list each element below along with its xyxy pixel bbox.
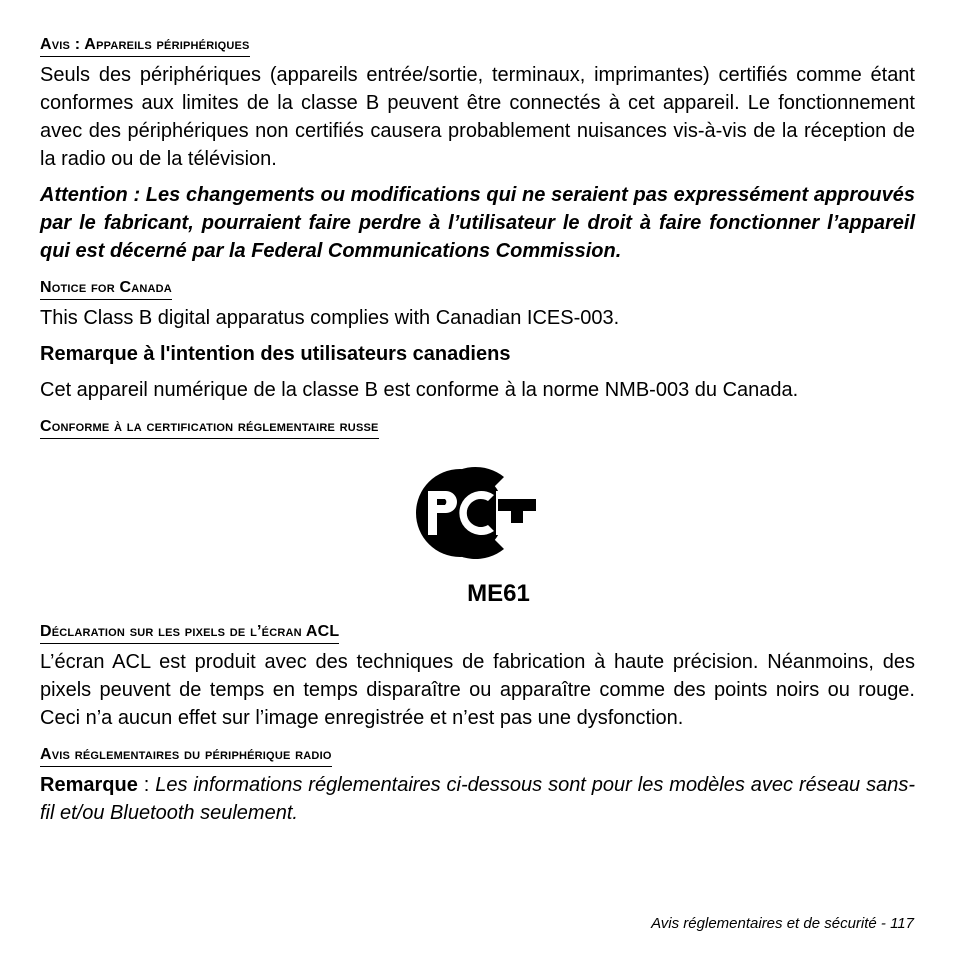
remarque-label: Remarque	[40, 774, 138, 796]
remarque-radio-text: Les informations réglementaires ci-dessous sont pour les modèles avec réseau sans-fil et/ou Bluetooth seulement.	[40, 774, 915, 824]
pct-certification-logo-icon	[412, 465, 538, 561]
heading-certification-russe: Conforme à la certification réglementaire russe	[40, 416, 379, 439]
pct-logo-block	[40, 465, 915, 609]
paragraph-nmb: Cet appareil numérique de la classe B est conforme à la norme NMB-003 du Canada.	[40, 379, 799, 401]
remarque-separator: :	[137, 774, 156, 796]
paragraph-ices: This Class B digital apparatus complies with Canadian ICES-003.	[40, 307, 620, 329]
heading-pixels-acl: Déclaration sur les pixels de l’écran ACL	[40, 621, 339, 644]
paragraph-acl: L’écran ACL est produit avec des techniques de fabrication à haute précision. Néanmoins, des pixels peuvent de temps en temps disparaître ou apparaître comme des points noirs ou rouge. Ceci n’a aucun effet sur l’image enregistrée et n’est pas une dysfonction.	[40, 651, 915, 729]
logo-code-label: ME61	[467, 580, 530, 607]
heading-notice-canada: Notice for Canada	[40, 277, 172, 300]
page-footer: Avis réglementaires et de sécurité - 117	[651, 915, 914, 932]
remarque-canada-title: Remarque à l'intention des utilisateurs canadiens	[40, 343, 511, 365]
paragraph-attention: Attention : Les changements ou modifications qui ne seraient pas expressément approuvés par le fabricant, pourraient faire perdre à l’utilisateur le droit à faire fonctionner l’appareil qui est décerné par la Federal Communications Commission.	[40, 184, 915, 262]
document-page	[40, 34, 915, 827]
paragraph-peripheriques: Seuls des périphériques (appareils entrée/sortie, terminaux, imprimantes) certifiés comme étant conformes aux limites de la classe B peuvent être connectés à cet appareil. Le fonctionnement avec des périphériques non certifiés causera probablement nuisances vis-à-vis de la réception de la radio ou de la télévision.	[40, 64, 915, 170]
paragraph-remarque-radio	[40, 771, 915, 827]
heading-avis-peripheriques: Avis : Appareils périphériques	[40, 34, 250, 57]
heading-avis-radio: Avis réglementaires du périphérique radio	[40, 744, 332, 767]
